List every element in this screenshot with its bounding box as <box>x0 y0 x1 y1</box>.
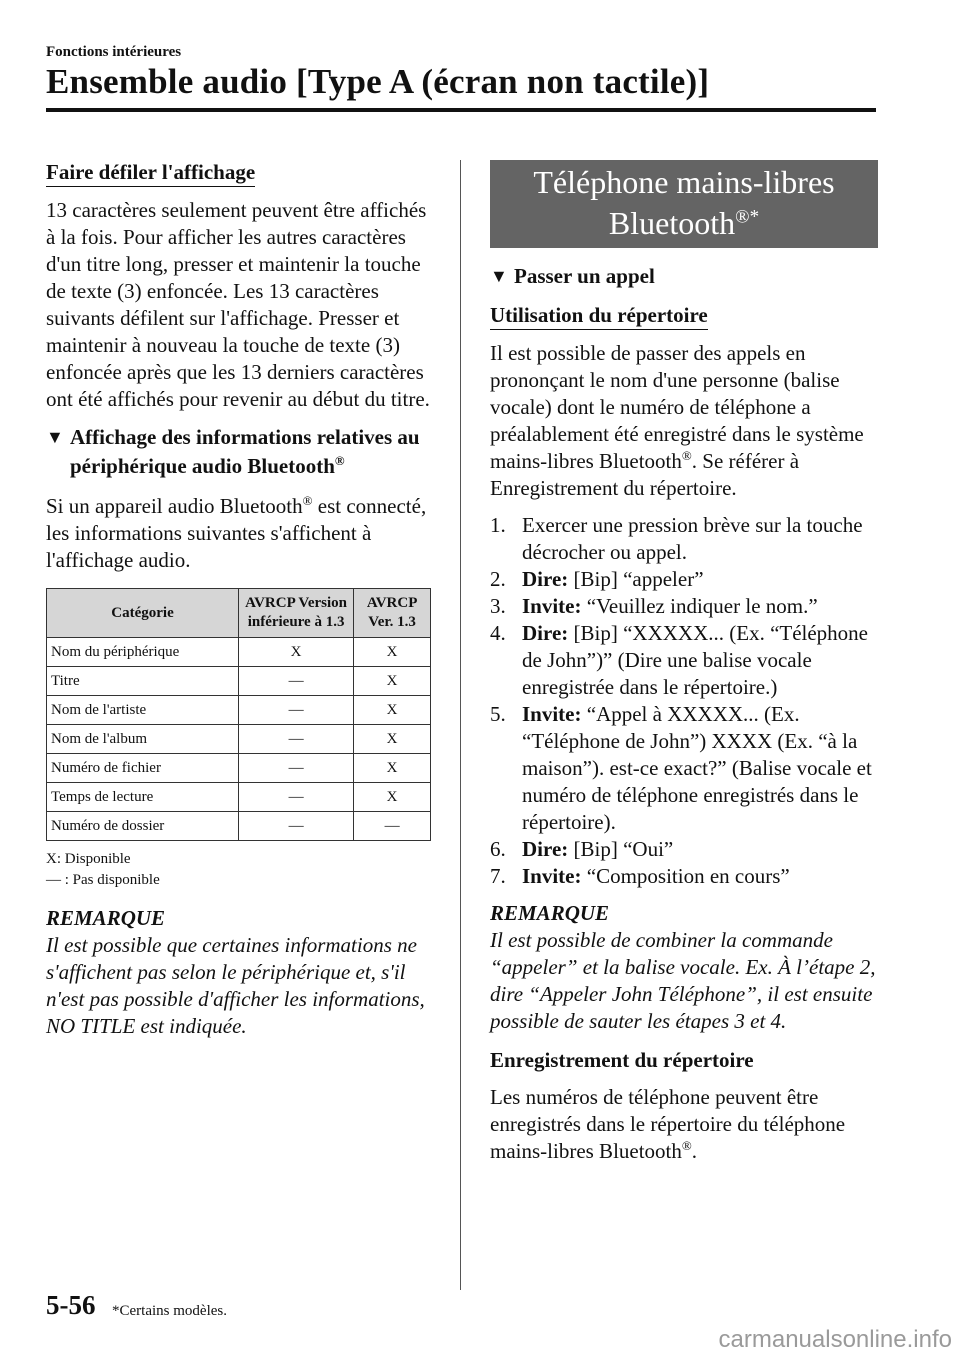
table-cell: — <box>239 783 354 812</box>
registration-text <box>490 1084 876 1165</box>
step-text: [Bip] “Oui” <box>568 837 674 861</box>
directory-heading: Utilisation du répertoire <box>490 303 708 330</box>
watermark: carmanualsonline.info <box>718 1326 952 1353</box>
directory-text <box>490 340 876 502</box>
header-rule <box>46 108 876 112</box>
step-label: Invite: <box>522 864 582 888</box>
table-cell: Titre <box>47 667 239 696</box>
call-heading <box>490 262 876 291</box>
table-cell: Numéro de fichier <box>47 754 239 783</box>
table-cell: — <box>354 812 431 841</box>
step-number: 1. <box>490 513 506 537</box>
table-cell: X <box>239 638 354 667</box>
legend-item: — : Pas disponible <box>46 872 160 888</box>
step-text: Exercer une pression brève sur la touche décrocher ou appel. <box>522 513 863 564</box>
table-cell: Numéro de dossier <box>47 812 239 841</box>
registration-text-b: . <box>691 1139 698 1163</box>
step-label: Invite: <box>522 594 582 618</box>
info-heading-text: Affichage des informations relatives au périphérique audio Bluetooth <box>70 425 420 478</box>
table-cell: — <box>239 696 354 725</box>
table-header: AVRCP Ver. 1.3 <box>354 589 431 638</box>
section-label: Fonctions intérieures <box>46 44 182 60</box>
table-header: AVRCP Version inférieure à 1.3 <box>239 589 354 638</box>
step-item <box>490 512 876 566</box>
info-heading <box>46 423 436 481</box>
directory-text-b: . Se référer à Enregistrement du répertoire. <box>490 449 800 500</box>
table-cell: X <box>354 725 431 754</box>
step-text: “Appel à XXXXX... (Ex. “Téléphone de John”) XXXX (Ex. “à la maison”). est-ce exact?” (Balise vocale et numéro de téléphone enregistrés dans le répertoire). <box>522 702 872 834</box>
table-cell: — <box>239 754 354 783</box>
table-header-row <box>47 589 431 638</box>
step-number: 5. <box>490 702 506 726</box>
step-number: 4. <box>490 621 506 645</box>
table-cell: X <box>354 667 431 696</box>
left-column <box>46 160 436 1050</box>
step-item <box>490 620 876 701</box>
table-cell: — <box>239 667 354 696</box>
registered-mark: ® <box>302 493 313 508</box>
note-text: Il est possible de combiner la commande “appeler” et la balise vocale. Ex. À l’étape 2, dire “Appeler John Téléphone”, il est ensuite possible de sauter les étapes 3 et 4. <box>490 928 876 1033</box>
note-title: REMARQUE <box>46 906 166 930</box>
step-item <box>490 863 876 890</box>
table-cell: — <box>239 812 354 841</box>
banner-sup: ®* <box>735 206 760 228</box>
note-text: Il est possible que certaines informations ne s'affichent pas selon le périphérique et, s'il n'est pas possible d'afficher les informations, NO TITLE est indiquée. <box>46 933 425 1038</box>
table-row <box>47 754 431 783</box>
step-label: Dire: <box>522 567 569 591</box>
table-cell: X <box>354 754 431 783</box>
table-cell: Nom de l'artiste <box>47 696 239 725</box>
step-label: Invite: <box>522 702 582 726</box>
step-text: “Composition en cours” <box>581 864 790 888</box>
table-cell: X <box>354 783 431 812</box>
step-label: Dire: <box>522 837 569 861</box>
category-table <box>46 588 431 841</box>
table-header: Catégorie <box>47 589 239 638</box>
table-cell: X <box>354 638 431 667</box>
right-column <box>490 160 876 1175</box>
table-row <box>47 667 431 696</box>
footnote: *Certains modèles. <box>112 1303 227 1319</box>
step-item <box>490 593 876 620</box>
step-number: 2. <box>490 567 506 591</box>
table-legend <box>46 849 436 891</box>
table-row <box>47 696 431 725</box>
table-cell: Temps de lecture <box>47 783 239 812</box>
registration-text-a: Les numéros de téléphone peuvent être enregistrés dans le répertoire du téléphone mains-libres Bluetooth <box>490 1085 846 1163</box>
step-item <box>490 836 876 863</box>
call-heading-text: Passer un appel <box>514 264 655 288</box>
registration-heading: Enregistrement du répertoire <box>490 1048 754 1072</box>
page-number: 5-56 <box>46 1290 96 1320</box>
info-text <box>46 493 436 574</box>
step-text: “Veuillez indiquer le nom.” <box>581 594 818 618</box>
legend-item: X: Disponible <box>46 851 131 867</box>
banner-line-2-text: Bluetooth <box>608 205 736 241</box>
registered-mark: ® <box>334 453 345 468</box>
table-row <box>47 783 431 812</box>
scroll-text: 13 caractères seulement peuvent être affichés à la fois. Pour afficher les autres caractères d'un titre long, presser et maintenir la touche de texte (3) enfoncée. Les 13 caractères suivants défilent sur l'affichage. Presser et maintenir à nouveau la touche de texte (3) enfoncée après que les 13 derniers caractères ont été affichés pour revenir au début du titre. <box>46 198 430 411</box>
step-label: Dire: <box>522 621 569 645</box>
registered-mark: ® <box>681 1138 692 1153</box>
directory-text-a: Il est possible de passer des appels en prononçant le nom d'une personne (balise vocale) dont le numéro de téléphone a préalablement été enregistré dans le système mains-libres Bluetooth <box>490 341 864 473</box>
table-cell: — <box>239 725 354 754</box>
chapter-title: Ensemble audio [Type A (écran non tactile)] <box>46 62 710 101</box>
step-number: 6. <box>490 837 506 861</box>
triangle-icon: ▼ <box>46 427 64 447</box>
table-row <box>47 725 431 754</box>
table-cell: Nom de l'album <box>47 725 239 754</box>
step-item <box>490 566 876 593</box>
banner-line-1: Téléphone mains-libres <box>533 164 835 200</box>
step-number: 3. <box>490 594 506 618</box>
banner-line-2 <box>490 203 878 244</box>
info-text-b: est connecté, les informations suivantes s'affichent à l'affichage audio. <box>46 494 427 572</box>
step-number: 7. <box>490 864 506 888</box>
step-text: [Bip] “XXXXX... (Ex. “Téléphone de John”)” (Dire une balise vocale enregistrée dans le répertoire.) <box>522 621 869 699</box>
column-divider <box>460 160 461 1290</box>
scroll-heading: Faire défiler l'affichage <box>46 160 255 187</box>
table-cell: X <box>354 696 431 725</box>
step-item <box>490 701 876 836</box>
note-title: REMARQUE <box>490 901 610 925</box>
step-text: [Bip] “appeler” <box>568 567 704 591</box>
table-cell: Nom du périphérique <box>47 638 239 667</box>
info-text-a: Si un appareil audio Bluetooth <box>46 494 303 518</box>
table-row <box>47 638 431 667</box>
triangle-icon: ▼ <box>490 266 508 286</box>
registered-mark: ® <box>681 448 692 463</box>
section-banner <box>490 160 878 248</box>
table-row <box>47 812 431 841</box>
call-steps <box>490 512 876 890</box>
